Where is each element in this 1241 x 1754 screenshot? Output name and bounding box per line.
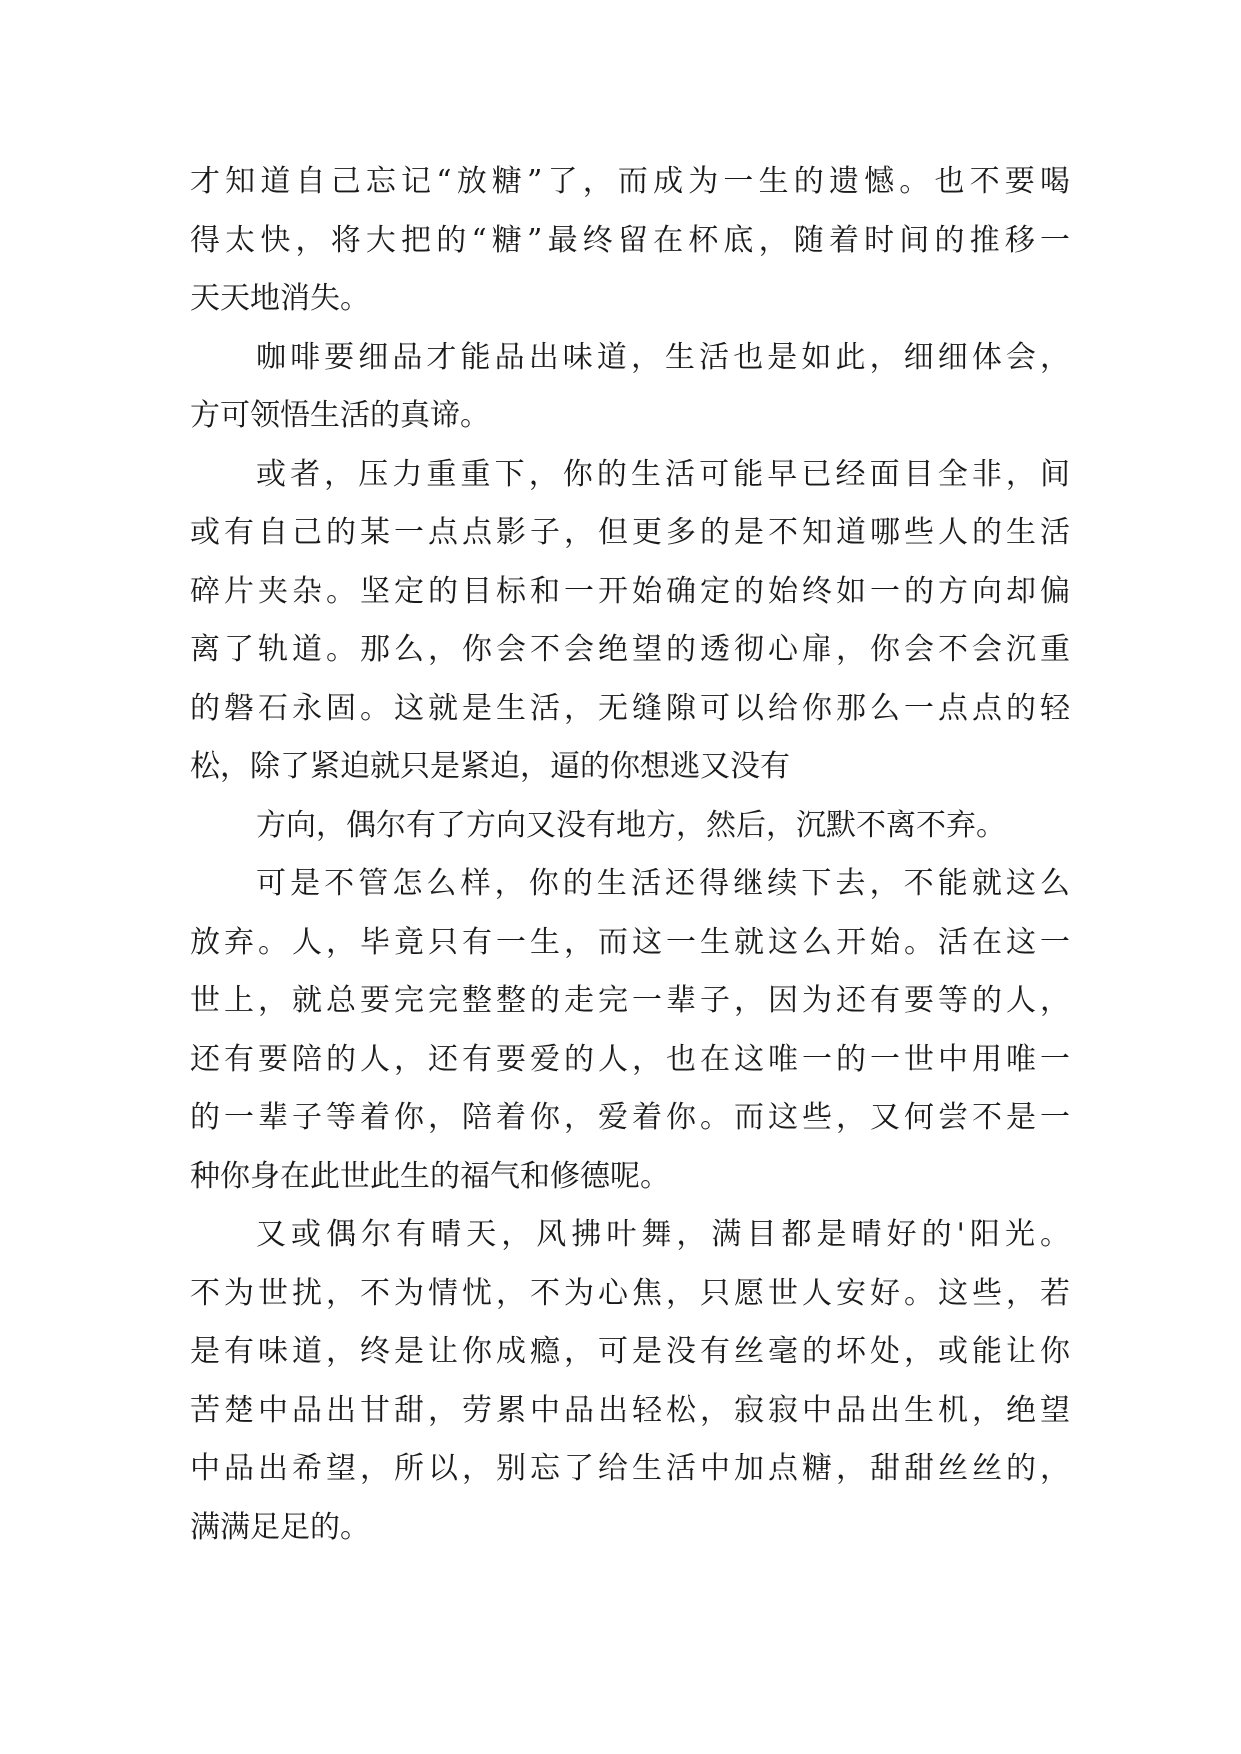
text-line: 咖啡要细品才能品出味道，生活也是如此，细细体会， bbox=[256, 339, 1070, 375]
text-line: 不为世扰，不为情忧，不为心焦，只愿世人安好。这些，若 bbox=[190, 1275, 1070, 1311]
text-line: 还有要陪的人，还有要爱的人，也在这唯一的一世中用唯一 bbox=[190, 1041, 1070, 1077]
paragraph bbox=[190, 855, 1070, 1206]
text-line: 才知道自己忘记“放糖”了，而成为一生的遗憾。也不要喝 bbox=[190, 164, 1070, 199]
text-line: 种你身在此世此生的福气和修德呢。 bbox=[190, 1158, 670, 1194]
text-line: 的一辈子等着你，陪着你，爱着你。而这些，又何尝不是一 bbox=[190, 1100, 1070, 1135]
text-line: 或有自己的某一点点影子，但更多的是不知道哪些人的生活 bbox=[190, 515, 1070, 550]
text-line: 满满足足的。 bbox=[190, 1509, 370, 1545]
text-line: 又或偶尔有晴天，风拂叶舞，满目都是晴好的'阳光。 bbox=[256, 1217, 1070, 1252]
paragraph bbox=[190, 153, 1070, 329]
text-line: 方向，偶尔有了方向又没有地方，然后，沉默不离不弃。 bbox=[256, 807, 1006, 843]
text-line: 方可领悟生活的真谛。 bbox=[190, 398, 490, 433]
text-line: 可是不管怎么样，你的生活还得继续下去，不能就这么 bbox=[256, 866, 1070, 901]
text-line: 离了轨道。那么，你会不会绝望的透彻心扉，你会不会沉重 bbox=[190, 632, 1070, 667]
paragraph bbox=[190, 329, 1070, 446]
text-line: 或者，压力重重下，你的生活可能早已经面目全非，间 bbox=[256, 456, 1070, 492]
text-line: 中品出希望，所以，别忘了给生活中加点糖，甜甜丝丝的， bbox=[190, 1451, 1070, 1486]
text-line: 是有味道，终是让你成瘾，可是没有丝毫的坏处，或能让你 bbox=[190, 1334, 1070, 1369]
text-line: 松，除了紧迫就只是紧迫，逼的你想逃又没有 bbox=[190, 749, 790, 784]
paragraph bbox=[190, 446, 1070, 797]
text-line: 的磐石永固。这就是生活，无缝隙可以给你那么一点点的轻 bbox=[190, 690, 1070, 726]
text-line: 碎片夹杂。坚定的目标和一开始确定的始终如一的方向却偏 bbox=[190, 573, 1070, 609]
text-line: 得太快，将大把的“糖”最终留在杯底，随着时间的推移一 bbox=[190, 222, 1070, 258]
text-line: 放弃。人，毕竟只有一生，而这一生就这么开始。活在这一 bbox=[190, 924, 1070, 960]
paragraph bbox=[190, 797, 1070, 856]
text-line: 世上，就总要完完整整的走完一辈子，因为还有要等的人， bbox=[190, 983, 1070, 1018]
paragraph bbox=[190, 1206, 1070, 1557]
document-body bbox=[190, 153, 1070, 1557]
text-line: 天天地消失。 bbox=[190, 281, 370, 316]
text-line: 苦楚中品出甘甜，劳累中品出轻松，寂寂中品出生机，绝望 bbox=[190, 1392, 1070, 1428]
